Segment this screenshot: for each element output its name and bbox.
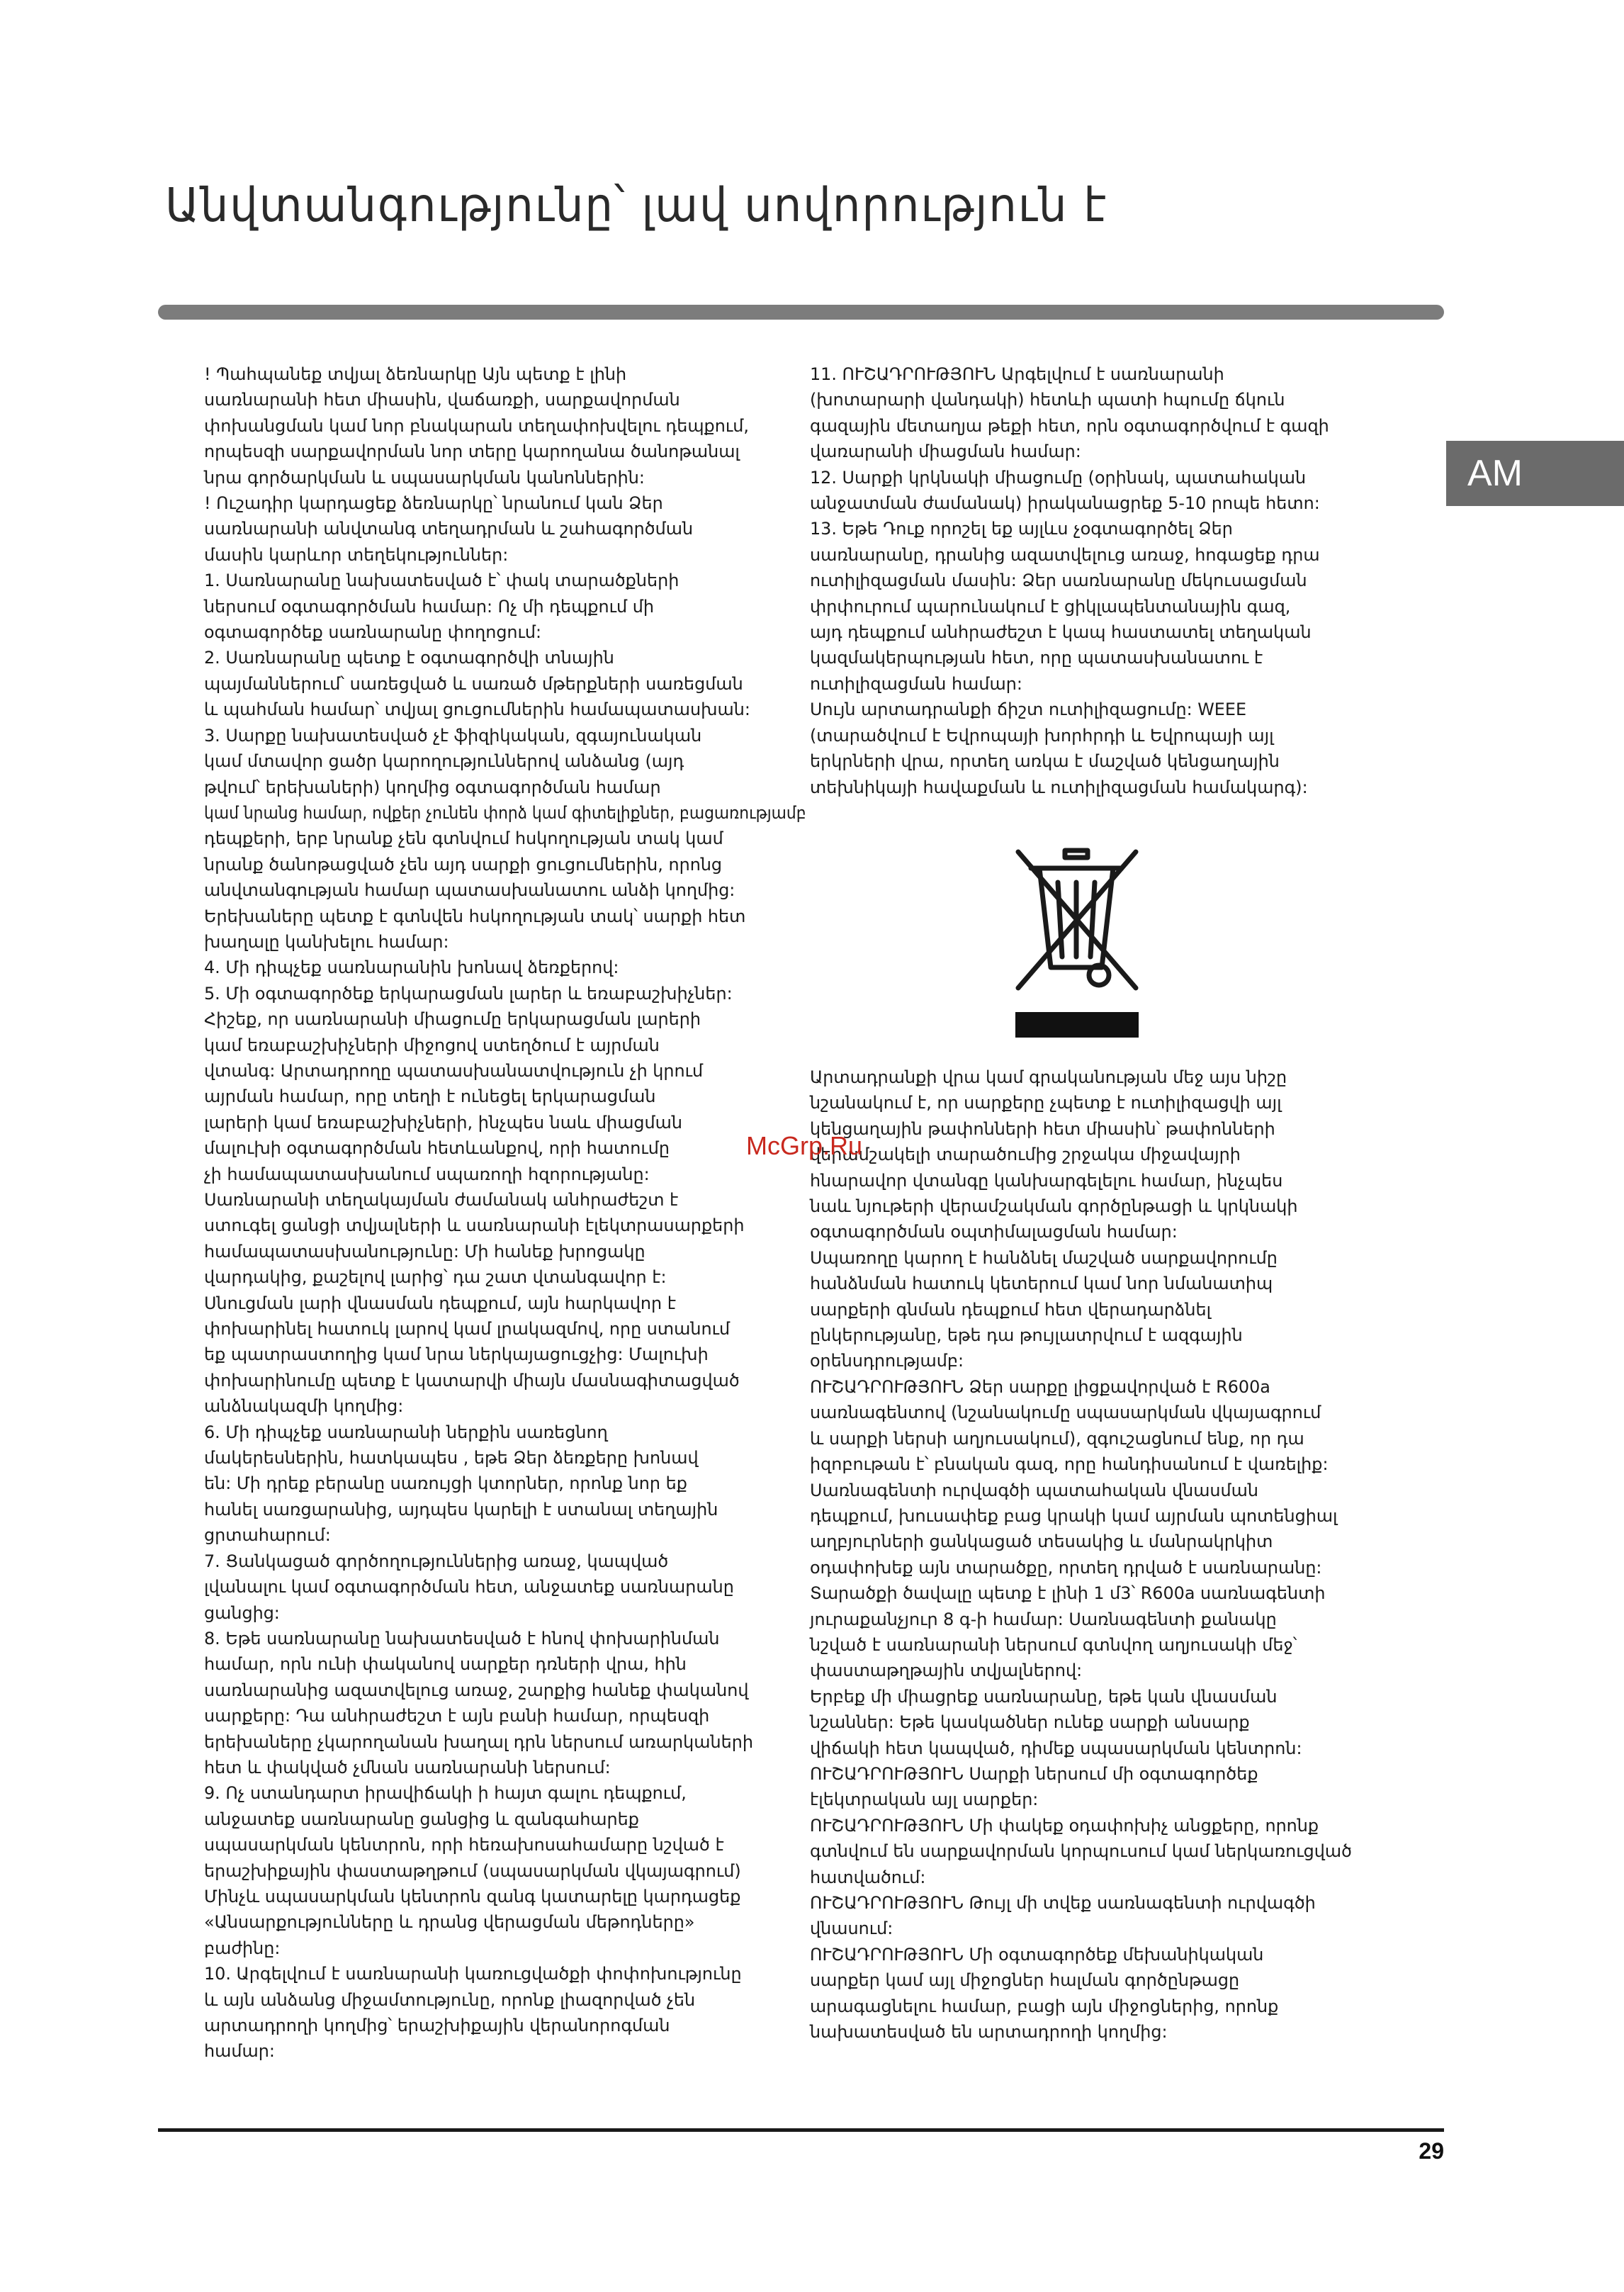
text-line: սարքեր կամ այլ միջոցներ հալման գործընթացը — [810, 1970, 1240, 1991]
text-line: նշված է սառնարանի ներսում գտնվող աղյուսակի մեջ՝ — [810, 1634, 1297, 1655]
watermark: McGrp.Ru — [746, 1131, 863, 1160]
right-column-bottom — [810, 1064, 1416, 2045]
text-line: անջատեք սառնարանը ցանցից և զանգահարեք — [204, 1809, 639, 1829]
text-line: ՈՒՇԱԴՐՈՒԹՅՈՒՆ Սարքի ներսում մի օգտագործեք — [810, 1763, 1258, 1784]
text-line: փոխանցման կամ նոր բնակարան տեղափոխվելու դեպքում, — [204, 415, 749, 436]
text-line: յուրաքանչյուր 8 գ-ի համար: Սառնագենտի քանակը — [810, 1609, 1277, 1629]
language-tab: AM — [1446, 441, 1624, 506]
text-line: փոխարինումը պետք է կատարվի միայն մասնագիտացված — [204, 1370, 740, 1391]
text-line: կամ եռաբաշխիչների միջոցով ստեղծում է այրման — [204, 1035, 660, 1055]
text-line: 5. Մի օգտագործեք երկարացման լարեր և եռաբաշխիչներ: — [204, 983, 733, 1004]
text-line: ստուգել ցանցի տվյալների և սառնարանի էլեկտրասարքերի — [204, 1215, 745, 1236]
text-line: Սառնարանի տեղակայման ժամանակ անհրաժեշտ է — [204, 1190, 679, 1210]
text-line: Սույն արտադրանքի ճիշտ ուտիլիզացումը: WEEE — [810, 700, 1247, 720]
text-line: ! Պահպանեք տվյալ ձեռնարկը Այն պետք է լինի — [204, 364, 627, 384]
text-line: արտադրողի կողմից՝ երաշխիքային վերանորոգման — [204, 2016, 670, 2035]
text-line: բաժինը: — [204, 1938, 281, 1958]
text-line: վնասում: — [810, 1919, 893, 1939]
text-line: հանձնման հատուկ կետերում կամ նոր նմանատիպ — [810, 1274, 1273, 1294]
text-line: դեպքերի, երբ նրանք չեն գտնվում հսկողության տակ կամ — [204, 828, 723, 849]
text-line: օգտագործեք սառնարանը փողոցում: — [204, 622, 542, 643]
weee-bin-icon — [1003, 836, 1151, 1042]
text-line: անձնակազմի կողմից: — [204, 1396, 404, 1417]
text-line: սարքերի գնման դեպքում հետ վերադարձնել — [810, 1299, 1212, 1320]
text-line: վառարանի միացման համար: — [810, 442, 1081, 462]
text-line: գազային մետաղյա թեքի հետ, որն օգտագործվում է գազի — [810, 415, 1329, 436]
text-line: (խոտարարի վանդակի) հետևի պատի հպումը ճկուն — [810, 390, 1285, 410]
text-line: թվում՝ երեխաների) կողմից օգտագործման համար — [204, 777, 661, 797]
text-line: այրման համար, որը տեղի է ունեցել երկարացման — [204, 1086, 656, 1107]
text-line: օդափոխեք այն տարածքը, որտեղ դրված է սառնարանը: — [810, 1557, 1322, 1578]
text-line: փոխարինել հատուկ լարով կամ լրակազմով, որը ստանում — [204, 1319, 731, 1339]
text-line: եք պատրաստողից կամ նրա ներկայացուցչից: Մալուխի — [204, 1344, 709, 1365]
text-line: երկրների վրա, որտեղ առկա է մաշված կենցաղային — [810, 751, 1280, 772]
text-line: մասին կարևոր տեղեկություններ: — [204, 544, 509, 565]
text-line: Մինչև սպասարկման կենտրոն զանգ կատարելը կարդացեք — [204, 1886, 741, 1906]
text-line: և պահման համար՝ տվյալ ցուցումներին համապատասխան: — [204, 700, 750, 720]
text-line: վերամշակելի տարածումից շրջակա միջավայրի — [810, 1145, 1241, 1165]
text-line: նաև նյութերի վերամշակման գործընթացի և կրկնակի — [810, 1196, 1298, 1217]
text-line: համար, որն ունի փականով սարքեր դռների վրա, հին — [204, 1654, 687, 1675]
text-line: 13. Եթե Դուք որոշել եք այլևս չօգտագործել Ձեր — [810, 519, 1233, 539]
text-line: կենցաղային թափոնների հետ միասին՝ թափոնների — [810, 1118, 1275, 1139]
text-line: և այն անձանց միջամտությունը, որոնք լիազորված չեն — [204, 1989, 696, 2010]
text-line: լվանալու կամ օգտագործման հետ, անջատեք սառնարանը — [204, 1577, 734, 1597]
text-line: անջատման ժամանակ) իրականացրեք 5-10 րոպե հետո: — [810, 493, 1320, 514]
text-line: Արտադրանքի վրա կամ գրականության մեջ այս նիշը — [810, 1067, 1287, 1087]
text-line: հանել սառցարանից, այդպես կարելի է ստանալ տեղային — [204, 1499, 718, 1519]
text-line: նշանակում է, որ սարքերը չպետք է ուտիլիզացվի այլ — [810, 1093, 1282, 1113]
text-line: Երեխաները պետք է գտնվեն հսկողության տակ՝ սարքի հետ — [204, 906, 746, 926]
text-line: մալուխի օգտագործման հետևանքով, որի հատումը — [204, 1138, 670, 1159]
text-line: այդ դեպքում անհրաժեշտ է կապ հաստատել տեղական — [810, 622, 1312, 643]
text-line: երաշխիքային փաստաթղթում (սպասարկման վկայագրում) — [204, 1860, 741, 1881]
text-line: Սառնագենտի ուրվագծի պատահական վնասման — [810, 1480, 1259, 1500]
text-line: գտնվում են սարքավորման կորպուսում կամ ներկառուցված — [810, 1841, 1352, 1862]
text-line: 11. ՈՒՇԱԴՐՈՒԹՅՈՒՆ Արգելվում է սառնարանի — [810, 364, 1224, 384]
text-line: խաղալը կանխելու համար: — [204, 931, 449, 952]
text-line: Սպառողը կարող է հանձնել մաշված սարքավորումը — [810, 1247, 1278, 1268]
text-line: արագացնելու համար, բացի այն միջոցներից, որոնք — [810, 1996, 1279, 2016]
text-line: Սնուցման լարի վնասման դեպքում, այն հարկավոր է — [204, 1293, 677, 1313]
footer-rule — [158, 2128, 1444, 2132]
text-line: չի համապատասխանում սպառողի հզորությանը: — [204, 1164, 650, 1184]
text-line: սառնարանի հետ միասին, վաճառքի, սարքավորման — [204, 390, 680, 410]
text-line: Երբեք մի միացրեք սառնարանը, եթե կան վնասման — [810, 1686, 1278, 1707]
text-line: կամ մտավոր ցածր կարողություններով անձանց (այդ — [204, 751, 684, 772]
text-line: էլեկտրական այլ սարքեր: — [810, 1790, 1039, 1810]
text-line: իզոբութան է՝ բնական գազ, որը հանդիսանում է վառելիք: — [810, 1454, 1329, 1475]
text-line: հատվածում: — [810, 1867, 926, 1887]
text-line: հետ և փակված չմնան սառնարանի ներսում: — [204, 1757, 611, 1777]
text-line: տեխնիկայի հավաքման և ուտիլիզացման համակարգ): — [810, 777, 1308, 797]
text-line: ուտիլիզացման համար: — [810, 673, 1022, 694]
text-line: 10. Արգելվում է սառնարանի կառուցվածքի փոփոխությունը — [204, 1964, 742, 1984]
text-line: համար: — [204, 2041, 275, 2062]
text-line: սառնարանից ազատվելուց առաջ, շարքից հանեք փականով — [204, 1680, 749, 1700]
text-line: 3. Սարքը նախատեսված չէ ֆիզիկական, զգայունական — [204, 725, 702, 746]
text-line: սառնագենտով (նշանակումը սպասարկման վկայագրում — [810, 1403, 1321, 1423]
text-line: (տարածվում է Եվրոպայի խորհրդի և Եվրոպայի այլ — [810, 725, 1274, 746]
text-line: 2. Սառնարանը պետք է օգտագործվի տնային — [204, 648, 614, 668]
text-line: վարդակից, քաշելով լարից՝ դա շատ վտանգավոր է: — [204, 1267, 667, 1288]
text-line: լարերի կամ եռաբաշխիչների, ինչպես նաև միացման — [204, 1112, 683, 1133]
text-line: դեպքում, խուսափեք բաց կրակի կամ այրման պոտենցիալ — [810, 1505, 1338, 1526]
text-line: ցրտահարում: — [204, 1525, 331, 1546]
left-column — [204, 361, 810, 2065]
text-line: սառնարանը, դրանից ազատվելուց առաջ, հոգացեք դրա — [810, 544, 1320, 565]
text-line: 6. Մի դիպչեք սառնարանի ներքին սառեցնող — [204, 1422, 608, 1442]
text-line: նախատեսված են արտադրողի կողմից: — [810, 2022, 1168, 2043]
text-line: ՈՒՇԱԴՐՈՒԹՅՈՒՆ Ձեր սարքը լիցքավորված է R600a — [810, 1376, 1270, 1397]
text-line: Հիշեք, որ սառնարանի միացումը երկարացման լարերի — [204, 1009, 701, 1030]
text-line: ՈՒՇԱԴՐՈՒԹՅՈՒՆ Թույլ մի տվեք սառնագենտի ուրվագծի — [810, 1893, 1316, 1913]
text-line: սպասարկման կենտրոն, որի հեռախոսահամարը նշված է — [204, 1835, 724, 1855]
text-line: օգտագործման օպտիմալացման համար: — [810, 1222, 1178, 1242]
page-number: 29 — [1419, 2138, 1444, 2164]
text-line: նրա գործարկման և սպասարկման կանոններին: — [204, 467, 645, 488]
text-line: ուտիլիզացման մասին: Ձեր սառնարանը մեկուսացման — [810, 571, 1307, 591]
text-line: 12. Սարքի կրկնակի միացումը (օրինակ, պատահական — [810, 467, 1307, 488]
text-line: ցանցից: — [204, 1602, 280, 1623]
text-line: հնարավոր վտանգը կանխարգելելու համար, ինչպես — [810, 1170, 1283, 1191]
text-line: կազմակերպության հետ, որը պատասխանատու է — [810, 648, 1263, 668]
text-line: երեխաները չկարողանան խաղալ դրն ներսում առարկաների — [204, 1731, 753, 1752]
text-line: ընկերությանը, եթե դա թույլատրվում է ազգային — [810, 1325, 1243, 1346]
text-line: են: Մի դրեք բերանը սառույցի կտորներ, որոնք նոր եք — [204, 1473, 687, 1494]
text-line: նշաններ: Եթե կասկածներ ունեք սարքի անսարք — [810, 1712, 1250, 1733]
text-line: 7. Ցանկացած գործողություններից առաջ, կապված — [204, 1551, 669, 1571]
text-line: մակերեսներին, հատկապես , եթե Ձեր ձեռքերը խոնավ — [204, 1448, 699, 1468]
text-line: ! Ուշադիր կարդացեք ձեռնարկը՝ նրանում կան Ձեր — [204, 493, 663, 514]
text-line: պայմաններում՝ սառեցված և սառած մթերքների սառեցման — [204, 673, 743, 694]
text-line: փաստաթղթային տվյալներով: — [810, 1661, 1083, 1681]
text-line: նրանք ծանոթացված չեն այդ սարքի ցուցումներին, որոնց — [204, 854, 723, 875]
text-line: և սարքի ներսի աղյուսակում), զգուշացնում ենք, որ դա — [810, 1428, 1304, 1449]
right-column-top — [810, 361, 1416, 800]
text-line: որպեսզի սարքավորման նոր տերը կարողանա ծանոթանալ — [204, 442, 740, 462]
text-line: Տարածքի ծավալը պետք է լինի 1 մ3՝ R600a սառնագենտի — [810, 1583, 1326, 1604]
text-line: կամ նրանց համար, ովքեր չունեն փորձ կամ գիտելիքներ, բացառությամբ — [204, 802, 806, 823]
text-line: ՈՒՇԱԴՐՈՒԹՅՈՒՆ Մի օգտագործեք մեխանիկական — [810, 1944, 1264, 1965]
text-line: վիճակի հետ կապված, դիմեք սպասարկման կենտրոն: — [810, 1738, 1302, 1758]
text-line: անվտանգության համար պատասխանատու անձի կողմից: — [204, 880, 735, 901]
text-line: 9. Ոչ ստանդարտ իրավիճակի ի հայտ գալու դեպքում, — [204, 1783, 687, 1804]
text-line: ՈՒՇԱԴՐՈՒԹՅՈՒՆ Մի փակեք օդափոխիչ անցքերը, որոնք — [810, 1815, 1319, 1836]
text-line: օրենսդրությամբ: — [810, 1351, 964, 1371]
text-line: 8. Եթե սառնարանը նախատեսված է հնով փոխարինման — [204, 1628, 720, 1648]
title-rule — [158, 305, 1444, 320]
text-line: ներսում օգտագործման համար: Ոչ մի դեպքում մի — [204, 596, 654, 617]
text-line: սառնարանի անվտանգ տեղադրման և շահագործման — [204, 519, 694, 539]
text-line: փրփուրում պարունակում է ցիկլապենտանային գազ, — [810, 596, 1291, 617]
text-line: «Անսարքությունները և դրանց վերացման մեթոդները» — [204, 1912, 695, 1933]
text-line: 4. Մի դիպչեք սառնարանին խոնավ ձեռքերով: — [204, 957, 619, 978]
text-line: սարքերը: Դա անհրաժեշտ է այն բանի համար, որպեսզի — [204, 1706, 710, 1726]
text-line: աղբյուրների ցանկացած տեսակից և մանրակրկիտ — [810, 1532, 1273, 1552]
text-line: վտանգ: Արտադրողը պատասխանատվություն չի կրում — [204, 1060, 704, 1081]
page-title: Անվտանգությունը՝ լավ սովորություն է — [165, 178, 1108, 232]
text-line: համապատասխանությունը: Մի հանեք խրոցակը — [204, 1241, 645, 1262]
text-line: 1. Սառնարանը նախատեսված է՝ փակ տարածքների — [204, 571, 680, 591]
